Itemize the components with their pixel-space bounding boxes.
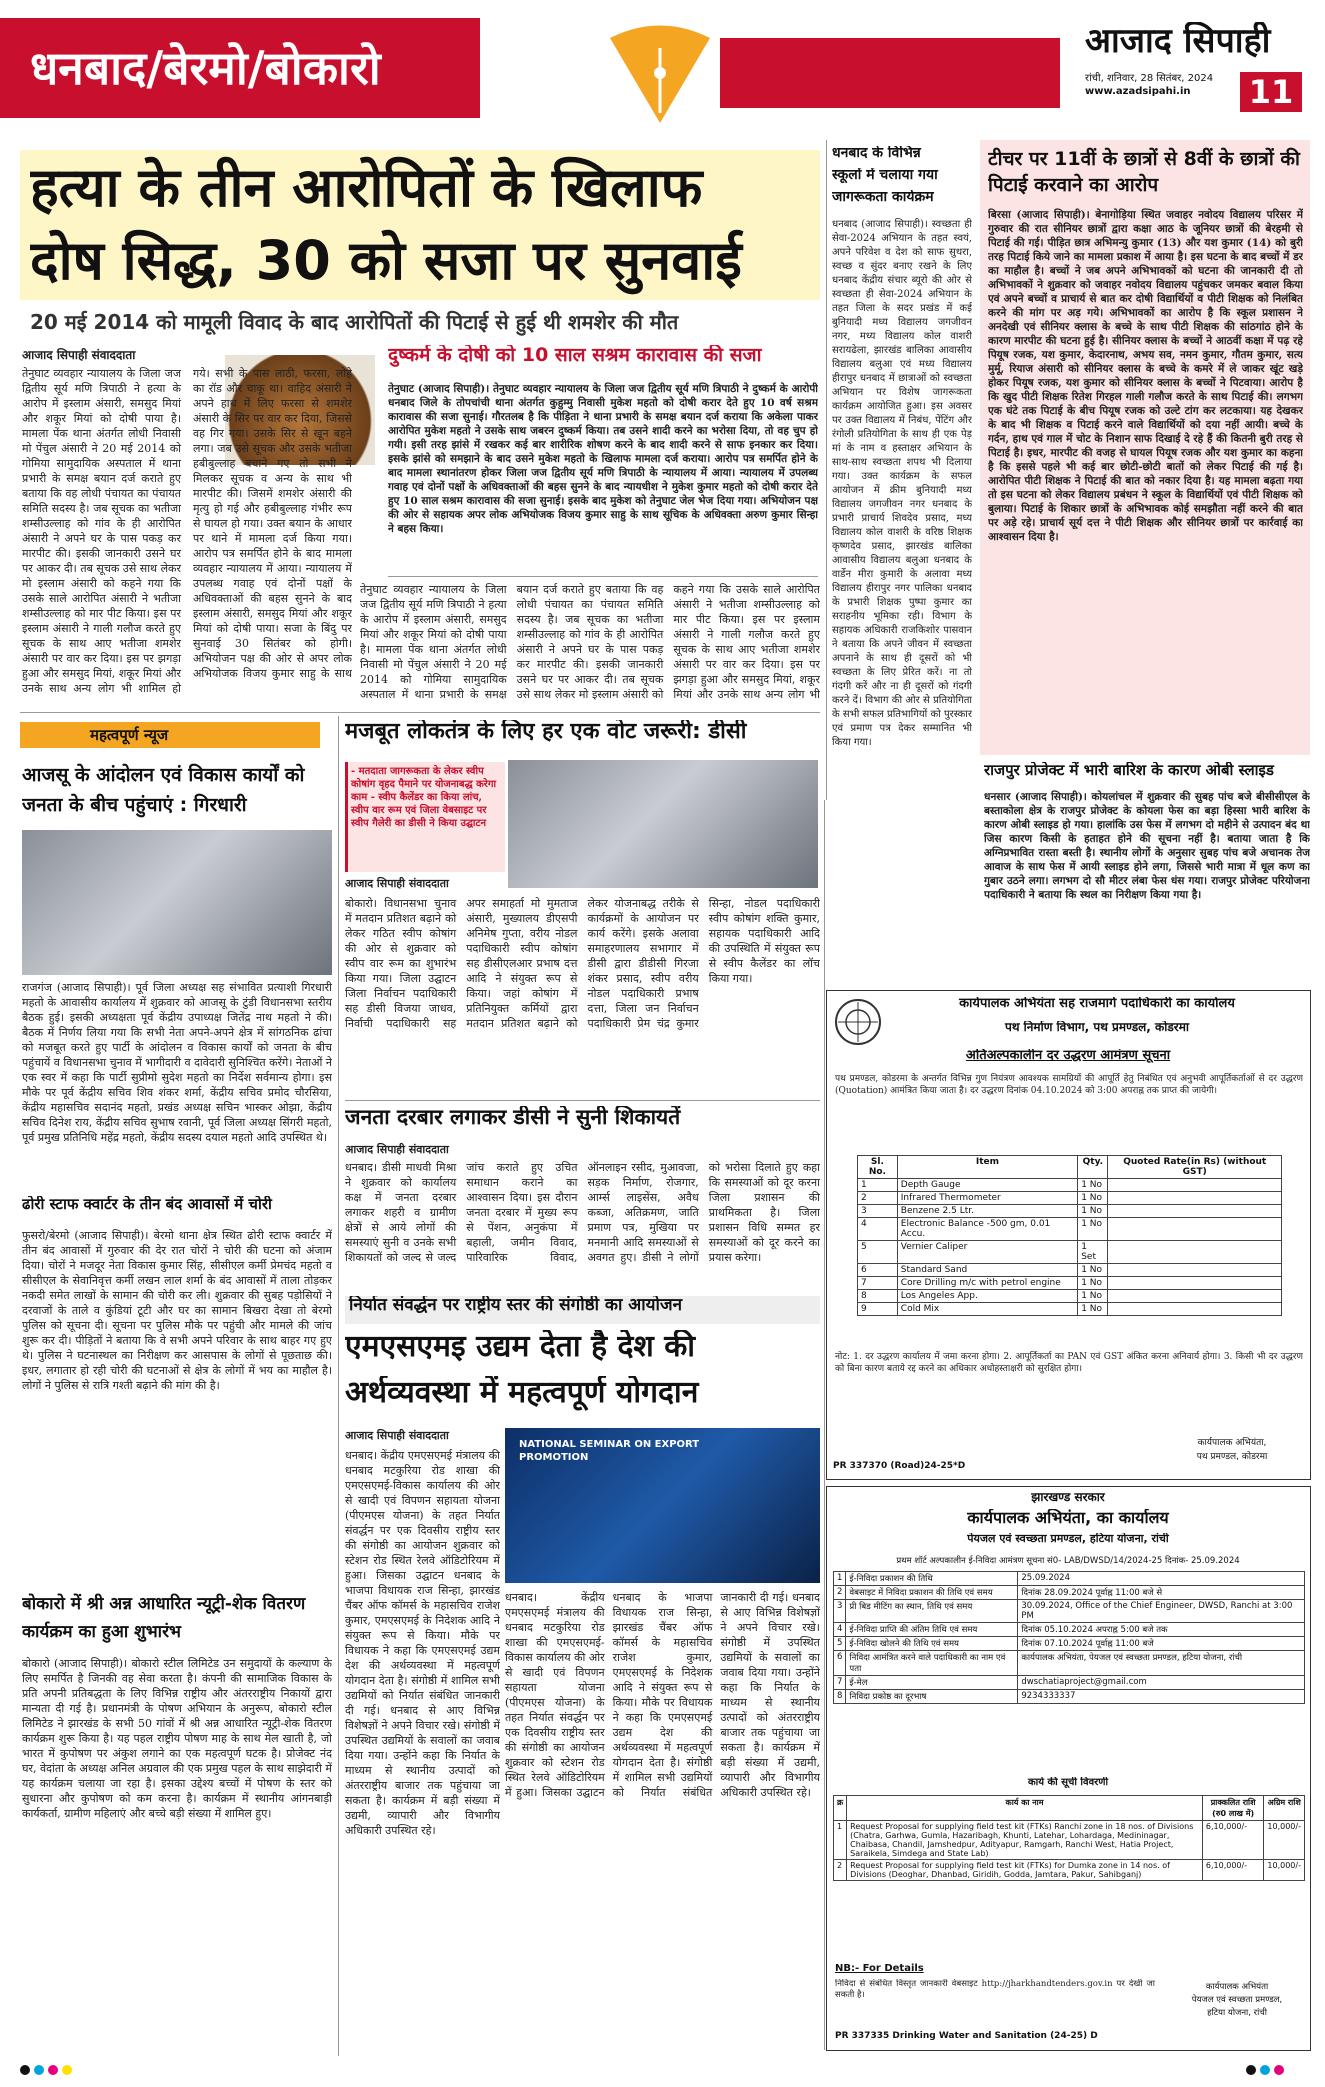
cell: ई-निविदा खोलने की तिथि एवं समय: [846, 1637, 1018, 1651]
cell: 6,10,000/-: [1202, 1860, 1264, 1881]
header-band: [720, 38, 1060, 108]
cell: 5: [834, 1637, 846, 1651]
cell: [1108, 1264, 1282, 1277]
cell: Electronic Balance -500 gm, 0.01 Accu.: [897, 1218, 1077, 1241]
cell: dwschatiaproject@gmail.com: [1018, 1676, 1305, 1690]
cell: ई-निविदा प्रकाशन की तिथि: [846, 1572, 1018, 1586]
cell: 9: [858, 1303, 898, 1316]
color-dot: [34, 2065, 44, 2075]
cell: 3: [834, 1600, 846, 1623]
janta-headline: जनता दरबार लगाकर डीसी ने सुनी शिकायतें: [345, 1106, 681, 1129]
janta-body: धनबाद। डीसी माधवी मिश्रा ने शुक्रवार को कार्यालय कक्ष में जनता दरबार लगाकर शहरी व ग्रामीण क्षेत्रों से आये लोगों की समस्याएं सुनी व उनके सभी शिकायतों को जल्द से जल्द जांच कराते हुए उचित समाधान कराने का आश्वासन दिया। इस दौरान जनता दरबार में मुख्य रूप से पेंशन, अनुकंपा में बहाली, जमीन विवाद, पारिवारिक विवाद, ऑनलाइन रसीद, मुआवजा, सड़क निर्माण, रोजगार, आर्म्स लाइसेंस, अवैध कब्जा, अतिक्रमण, जाति प्रमाण पत्र, मुखिया पर मनमानी आदि समस्याओं से अवगत हुए। डीसी ने लोगों को भरोसा दिलाते हुए कहा कि समस्याओं को दूर करना जिला प्रशासन की प्राथमिकता है। जिला प्रशासन विधि सम्मत हर समस्याओं को दूर करने का प्रयास करेगा।: [345, 1161, 820, 1264]
tender1-org-line2: पथ निर्माण विभाग, पथ प्रमण्डल, कोडरमा: [1005, 1021, 1189, 1034]
table-row: [858, 1264, 1282, 1277]
cell: Vernier Caliper: [897, 1241, 1077, 1264]
cell: ई-मेल: [846, 1676, 1018, 1690]
cell: 1: [834, 1572, 846, 1586]
column-divider-left: [338, 716, 339, 2056]
color-dot: [1274, 2065, 1284, 2075]
cell: [1108, 1192, 1282, 1205]
table-row: [834, 1676, 1305, 1690]
table-row: [858, 1192, 1282, 1205]
cell: 8: [834, 1690, 846, 1704]
cell: 25.09.2024: [1018, 1572, 1305, 1586]
cell: 9234333337: [1018, 1690, 1305, 1704]
table-row: [834, 1690, 1305, 1704]
cell: 7: [834, 1676, 846, 1690]
table-row: [858, 1290, 1282, 1303]
tender2-signatory-line3: हटिया योजना, रांची: [1207, 2008, 1267, 2018]
cell: Benzene 2.5 Ltr.: [897, 1205, 1077, 1218]
lead-body-continuation: तेनुघाट व्यवहार न्यायालय के जिला जज द्वितीय सूर्य मणि त्रिपाठी ने हत्या के आरोप में इस्लाम अंसारी, समसुद मियां और शकूर मियां को दोषी पाया है। मामला पेंक थाना अंतर्गत लोधी निवासी मो पेंचुल अंसारी ने 20 मई 2014 को गोमिया सामुदायिक अस्पताल में थाना प्रभारी के समक्ष बयान दर्ज कराते हुए बताया कि वह लोधी पंचायत का पंचायत समिति सदस्य है। जब सूचक का भतीजा शम्सीउल्लाह को गांव के ही आरोपित अंसारी ने अपने घर के पास पकड़ कर मारपीट की। इसकी जानकारी उसने घर पर आकर दी। तब सूचक उसे साथ लेकर मो इस्लाम अंसारी को कहने गया कि उसके साले आरोपित अंसारी ने भतीजा शम्सीउल्लाह को मार पीट किया। इस पर इस्लाम अंसारी ने गाली गलौज करते हुए सूचक के साथ आए भतीजा शमशेर अंसारी पर वार कर दिया। इस पर झगड़ा हुआ और समसुद मियां, शकूर मियां और उनके साथ अन्य लोग भी: [360, 583, 820, 701]
table-row: [858, 1241, 1282, 1264]
masthead: [0, 0, 1325, 145]
cell: 5: [858, 1241, 898, 1264]
cell: [1108, 1290, 1282, 1303]
cell: 2: [834, 1860, 847, 1881]
tender1-col-item: Item: [897, 1156, 1077, 1179]
table-row: [858, 1205, 1282, 1218]
cell: दिनांक 07.10.2024 पूर्वाह्न 11:00 बजे: [1018, 1637, 1305, 1651]
cleanliness-headline-line3: जागरूकता कार्यक्रम: [832, 190, 934, 205]
teacher-body: बिरसा (आजाद सिपाही)। बेनागोड़िया स्थित जवाहर नवोदय विद्यालय परिसर में गुरुवार की रात सीनियर छात्रों द्वारा कक्षा आठ के जूनियर छात्रों की बेरहमी से पिटाई की गई। पीड़ित छात्र अभिमन्यु कुमार (13) और यश कुमार (14) को बुरी तरह पिटाई किये जाने का मामला प्रकाश में आया है। इस घटना के बाद बच्चों में डर का माहौल है। बच्चों ने जब अपने अभिभावकों को घटना की जानकारी दी तो अभिभावकों ने शुक्रवार को जवाहर नवोदय विद्यालय पहुंचकर जमकर बवाल किया एवं अपने बच्चों व प्राचार्य से बात कर दोषी विद्यार्थियों व पीटी शिक्षक को निलंबित करने की मांग पर अड़ गये। अभिभावकों का आरोप है कि स्कूल प्रशासन ने अनदेखी एवं सीनियर क्लास के बच्चे के साथ पीटी शिक्षक की सांठगांठ होने के कारण मारपीट की घटना हुई है। सीनियर क्लास के बच्चों ने आठवीं कक्षा में पढ़ रहे पियूष रजक, यश कुमार, केदारनाथ, अभय सव, नमन कुमार, गौतम कुमार, सत्य मुर्मू, रियाज अंसारी को सीनियर क्लास के बच्चे के कमरे में ले जाकर खूंट खड़े होकर पियूष रजक, यश कुमार को सीनियर क्लास के बच्चों ने पिटवाया। आरोप है कि खुद पीटी शिक्षक रितेश गिरहल गाली गलौज करते के साथ पिटाई की। लगभग एक घंटे तक पिटाई के बीच पियूष रजक को उल्टे टांग कर लटकाया। यह देखकर के बाद भी शिक्षक व पिटाई करने वाले विद्यार्थियों को दया नहीं आयी। बच्चे के गर्दन, हाथ एवं गाल में चोट के निशान साफ दिखाई दे रहे हैं की कितनी बुरी तरह से पिटाई है। इधर, मारपीट की वजह से घायल पियूष रजक और यश कुमार का कहना है कि इससे पहले भी कई बार छोटी-छोटी बातों को लेकर पिटाई की गई है। आरोपित पीटी शिक्षक ने पिटाई की बात को नकार दिया है। यह मामला बढ़ता गया तो इस घटना को लेकर विद्यालय प्रबंधन ने स्कूल के विद्यार्थियों एवं पीटी शिक्षक को बुलाया। पिटाई के शिकार छात्रों के अभिभावक कोई समझौता नहीं करने की बात पर अड़े रहे। प्राचार्य सूर्य दत्त ने पीटी शिक्षक और सीनियर छात्रों पर कार्रवाई का आश्वासन दिया है।: [988, 209, 1303, 543]
cell: 1 No: [1078, 1290, 1108, 1303]
table-row: [858, 1179, 1282, 1192]
vote-callout: [345, 762, 505, 872]
table-row: [834, 1623, 1305, 1637]
table-row: [858, 1303, 1282, 1316]
cell: 6,10,000/-: [1202, 1821, 1264, 1860]
tender2-nb-title: NB:- For Details: [835, 1963, 924, 1974]
cell: कार्यपालक अभियंता, पेयजल एवं स्वच्छता प्रमण्डल, हटिया योजना, रांची: [1018, 1651, 1305, 1676]
tender2-work-title: कार्य की सूची विवरणी: [1027, 1777, 1109, 1788]
tender1-notes: नोट: 1. दर उद्धरण कार्यालय में जमा करना होगा। 2. आपूर्तिकर्ता का PAN एवं GST अंकित करना अनिवार्य होगा। 3. किसी भी दर उद्धरण को बिना कारण बताये रद्द करने का अधिकार अधोहस्ताक्षरी को सुरक्षित होगा।: [835, 1352, 1303, 1374]
cell: [1108, 1205, 1282, 1218]
table-row: [834, 1637, 1305, 1651]
rape-body: तेनुघाट (आजाद सिपाही)। तेनुघाट व्यवहार न्यायालय के जिला जज द्वितीय सूर्य मणि त्रिपाठी ने दुष्कर्म के आरोपी धनबाद जिले के तोपचांची थाना अंतर्गत कुहुम्मु निवासी मुकेश महतो को दोषी करार देते हुए 10 वर्ष सश्रम कारावास की सजा सुनाई। गौरतलब है कि पीड़िता ने थाना प्रभारी के समक्ष बयान दर्ज कराया कि अकेला पाकर आरोपित मुकेश महतो ने उसके साथ जबरन दुष्कर्म किया। तब उसने शादी करने का भरोसा दिया, तो वह चुप हो गयी। इसी तरह झांसे में रखकर कई बार शारीरिक शोषण करने के बाद शादी करने से साफ इनकार कर दिया। इसके झांसे को समझाने के बाद उसने मुकेश महतो के खिलाफ मामला दर्ज कराया। आरोप पत्र समर्पित होने के बाद मामला स्थानांतरण होकर जिला जज द्वितीय सूर्य मणि त्रिपाठी के न्यायालय में आया। न्यायालय में उपलब्ध गवाह एवं दोनों पक्षों के अधिवक्ताओं की बहस सुनने के बाद न्यायधीश ने मुकेश कुमार महतो को दोषी करार देते हुए 10 साल सश्रम कारावास की सजा सुनाई। इसके बाद मुकेश को तेनुघाट जेल भेज दिया गया। अभियोजन पक्ष की ओर से सहायक अपर लोक अभियोजक विजय कुमार साहु के साथ सूचिक के अधिवक्ता अरुण कुमार सिन्हा ने बहस किया।: [388, 383, 818, 535]
lead-headline-line2: दोष सिद्ध, 30 को सजा पर सुनवाई: [30, 229, 742, 292]
lead-byline: आजाद सिपाही संवाददाता: [22, 348, 136, 362]
tender2-govt: झारखण्ड सरकार: [1031, 1491, 1105, 1504]
tender1-table: [857, 1155, 1282, 1316]
ajsu-body: राजगंज (आजाद सिपाही)। पूर्व जिला अध्यक्ष सह संभावित प्रत्याशी गिरधारी महतो के आवासीय कार्यालय में शुक्रवार को आजसू के टुंडी विधानसभा स्तरीय बैठक हुई। इसकी अध्यक्षता पूर्व केंद्रीय उपाध्यक्ष जितेंद्र नाथ महतो ने की। बैठक में निर्णय लिया गया कि सभी नेता अपने-अपने क्षेत्र में सांगठनिक ढांचा को मजबूत करते हुए पार्टी के आंदोलन व विकास कार्यों को जनता के बीच पहुंचायें व विधानसभा चुनाव में भागीदारी व दावेदारी सुनिश्चित करेंगे। नेताओं ने एक स्वर में कहा कि पार्टी सुप्रीमो सुदेश महतो का निर्देश सर्वमान्य होगा। इस मौके पर पूर्व केंद्रीय सचिव शिव शंकर शर्मा, केंद्रीय सचिव प्रमोद चौरसिया, केंद्रीय महासचिव सदानंद महतो, प्रखंड अध्यक्ष सचिन भास्कर ओझा, केंद्रीय सचिव दिनेश राय, केंद्रीय सचिव सुभाष रवानी, पूर्व जिला अध्यक्ष सिंगरी महतो, पूर्व प्रमुख प्रतिनिधि महेंद्र महतो, केंद्रीय सदस्य दयाल महतो आदि उपस्थित थे।: [22, 981, 332, 1144]
tender1-pr-number: PR 337370 (Road)24-25*D: [833, 1461, 966, 1471]
tender1-col-rate: Quoted Rate(in Rs) (without GST): [1108, 1156, 1282, 1179]
cell: 1 No: [1078, 1218, 1108, 1241]
cell: 1 No: [1078, 1205, 1108, 1218]
cell: 10,000/-: [1264, 1821, 1305, 1860]
tender2-works-header: [834, 1796, 1305, 1821]
seminar-body-continuation: धनबाद। केंद्रीय एमएसएमई मंत्रालय की धनबाद मटकुरिया रोड शाखा की एमएसएमई-विकास कार्यालय की ओर से खादी एवं विपणन सहायता योजना (पीएमएस योजना) के तहत निर्यात संवर्द्धन पर एक दिवसीय राष्ट्रीय स्तर की संगोष्ठी का आयोजन शुक्रवार को स्टेशन रोड स्थित रेलवे ऑडिटोरियम में हुआ। जिसका उद्घाटन धनबाद के भाजपा विधायक राज सिन्हा, झारखंड चैंबर ऑफ कॉमर्स के महासचिव राजेश कुमार, एमएसएमई के निदेशक आदि ने संयुक्त रूप से किया। मौके पर विधायक ने कहा कि एमएसएमई उद्यम देश की अर्थव्यवस्था में महत्वपूर्ण योगदान देता है। संगोष्ठी में शामिल सभी उद्यमियों को निर्यात संबंधित जानकारी दी गई। धनबाद से आए विभिन्न विशेषज्ञों ने अपने विचार रखे। संगोष्ठी में उपस्थित उद्यमियों के सवालों का जवाब दिया गया। उन्होंने कहा कि निर्यात के माध्यम से स्थानीय उत्पादों को अंतरराष्ट्रीय बाजार तक पहुंचाया जा सकता है। कार्यक्रम में बड़ी संख्या में उद्यमी, व्यापारी और विभागीय अधिकारी उपस्थित रहे।: [505, 1591, 820, 1799]
cell: 4: [858, 1218, 898, 1241]
tender1-table-header: [858, 1156, 1282, 1179]
theft-body: फुसरो/बेरमो (आजाद सिपाही)। बेरमो थाना क्षेत्र स्थित ढोरी स्टाफ क्वार्टर में तीन बंद आवासों में गुरुवार की देर रात चोरों ने चोरी की घटना को अंजाम दिया। चोरों ने मजदूर नेता विकास कुमार सिंह, सीसीएल कर्मी प्रेमचंद महतो व सीसीएल के सेवानिवृत्त कर्मी लखन लाल शर्मा के बंद आवासों में ताला तोड़कर नकदी समेत लाखों के सामान की चोरी कर ली। शुक्रवार की सुबह पड़ोसियों ने दरवाजों के ताले व कुंडियां टूटी और घर का सामान बिखरा देखा तो बेरमो पुलिस को सूचना दी। सूचना पर पुलिस मौके पर पहुंची और मामले की जांच शुरू कर दी। पीड़ितों ने बताया कि वे सभी अपने परिवार के साथ बाहर गए हुए थे। पुलिस ने घटनास्थल का निरीक्षण कर आसपास के लोगों से पूछताछ की। इधर, लगातार हो रही चोरी की घटनाओं से क्षेत्र के लोगों में भय का माहौल है। लोगों ने पुलिस से रात्रि गश्ती बढ़ाने की मांग की है।: [22, 1229, 332, 1392]
millet-body: बोकारो (आजाद सिपाही)। बोकारो स्टील लिमिटेड उन समुदायों के कल्याण के लिए समर्पित है जिनकी वह सेवा करता है। कंपनी की सामाजिक विकास के प्रति अपनी प्रतिबद्धता के लिए विभिन्न राष्ट्रीय और अंतरराष्ट्रीय निकायों द्वारा मान्यता दी गई है। प्रधानमंत्री के पोषण अभियान के अनुरूप, बोकारो स्टील लिमिटेड ने झारखंड के सभी 50 गांवों में श्री अन्न आधारित न्यूट्री-शेक वितरण कार्यक्रम शुरू किया है। यह पहल राष्ट्रीय पोषण माह के साथ मेल खाती है, जो भारत में कुपोषण पर अंकुश लगाने का एक महत्वपूर्ण घटक है। प्रोजेक्ट नंद घर, वेदांता के अध्यक्ष अनिल अग्रवाल की एक प्रमुख पहल के साथ साझेदारी में यह कार्यक्रम चलाया जा रहा है। इसका उद्देश्य बच्चों में पोषण के स्तर को सुधारना और कुपोषण को कम करना है। कार्यक्रम में स्थानीय आंगनबाड़ी कार्यकर्ता, ग्रामीण महिलाएं और बच्चे बड़ी संख्या में शामिल हुए।: [22, 1657, 332, 1820]
tender2-works-wrap: [833, 1795, 1305, 1960]
cell: Standard Sand: [897, 1264, 1077, 1277]
tender2-table-wrap: [833, 1571, 1305, 1771]
emblem-icon: [833, 997, 883, 1047]
color-dot: [20, 2065, 30, 2075]
tender1-org-line1: कार्यपालक अभियंता सह राजमार्ग पदाधिकारी का कार्यालय: [959, 997, 1235, 1011]
tender2-info-table: [833, 1571, 1305, 1704]
rape-story-rule: [388, 576, 818, 577]
tender1-intro: पथ प्रमण्डल, कोडरमा के अन्तर्गत विभिन्न गुण नियंत्रण आवश्यक सामग्रियों की आपूर्ति हेतु निबंधित एवं अनुभवी आपूर्तिकर्ताओं से दर उद्धरण (Quotation) आमंत्रित किया जाता है। दर उद्धरण दिनांक 04.10.2024 को 3:00 अपराह्न तक प्राप्त की जायेगी।: [835, 1074, 1303, 1096]
lead-body: तेनुघाट व्यवहार न्यायालय के जिला जज द्वितीय सूर्य मणि त्रिपाठी ने हत्या के आरोप में इस्लाम अंसारी, समसुद मियां और शकूर मियां को दोषी पाया है। मामला पेंक थाना अंतर्गत लोधी निवासी मो पेंचुल अंसारी ने 20 मई 2014 को गोमिया सामुदायिक अस्पताल में थाना प्रभारी के समक्ष बयान दर्ज कराते हुए बताया कि वह लोधी पंचायत का पंचायत समिति सदस्य है। जब सूचक का भतीजा शम्सीउल्लाह को गांव के ही आरोपित अंसारी ने अपने घर के पास पकड़ कर मारपीट की। इसकी जानकारी उसने घर पर आकर दी। तब सूचक उसे साथ लेकर मो इस्लाम अंसारी को कहने गया कि उसके साले आरोपित अंसारी ने भतीजा शम्सीउल्लाह को मार पीट किया। इस पर इस्लाम अंसारी ने गाली गलौज करते हुए सूचक के साथ आए भतीजा शमशेर अंसारी पर वार कर दिया। इस पर झगड़ा हुआ और समसुद मियां, शकूर मियां और उनके साथ अन्य लोग भी शामिल हो गये। सभी के पास लाठी, फरसा, लोहे का रॉड और चाकू था। वाहिद अंसारी ने अपने हाथ में लिए फरसा से शमशेर अंसारी के सिर पर वार कर दिया, जिससे वह गिर गया। उसके सिर से खून बहने लगा। जब उसे सूचक और उसके भतीजा हबीबुल्लाह बचाने गए तो सभी ने मिलकर सूचक व अन्य के साथ भी मारपीट की। जिसमें शमशेर अंसारी की मृत्यु हो गई और हबीबुल्लाह गंभीर रूप से घायल हो गया। उक्त बयान के आधार पर थाने में मामला दर्ज किया गया। आरोप पत्र समर्पित होने के बाद मामला व्यवहार न्यायालय में आया। न्यायालय में उपलब्ध गवाह एवं दोनों पक्षों के अधिवक्ताओं की बहस सुनने के बाद इस्लाम अंसारी, समसुद मियां और शकूर मियां को दोषी पाया। सजा के बिंदु पर सुनवाई 30 सितंबर को होगी। अभियोजन पक्ष की ओर से अपर लोक अभियोजक विजय कुमार साहु के साथ: [22, 367, 352, 695]
seminar-byline: आजाद सिपाही संवाददाता: [345, 1429, 449, 1442]
cell: [1108, 1303, 1282, 1316]
cell: 2: [834, 1586, 846, 1600]
tender1-col-sl: Sl. No.: [858, 1156, 898, 1179]
works-col-sl: क्र: [834, 1796, 847, 1821]
tender2-works-table: [833, 1795, 1305, 1881]
vote-byline: आजाद सिपाही संवाददाता: [345, 877, 449, 890]
cell: 1 No: [1078, 1179, 1108, 1192]
section-title: धनबाद/बेरमो/बोकारो: [30, 41, 381, 95]
tender1-signatory-line1: कार्यपालक अभियंता,: [1197, 1438, 1267, 1448]
seminar-body-col1: धनबाद। केंद्रीय एमएसएमई मंत्रालय की धनबाद मटकुरिया रोड शाखा की एमएसएमई-विकास कार्यालय की ओर से खादी एवं विपणन सहायता योजना (पीएमएस योजना) के तहत निर्यात संवर्द्धन पर एक दिवसीय राष्ट्रीय स्तर की संगोष्ठी का आयोजन शुक्रवार को स्टेशन रोड स्थित रेलवे ऑडिटोरियम में हुआ। जिसका उद्घाटन धनबाद के भाजपा विधायक राज सिन्हा, झारखंड चैंबर ऑफ कॉमर्स के महासचिव राजेश कुमार, एमएसएमई के निदेशक आदि ने संयुक्त रूप से किया। मौके पर विधायक ने कहा कि एमएसएमई उद्यम देश की अर्थव्यवस्था में महत्वपूर्ण योगदान देता है। संगोष्ठी में शामिल सभी उद्यमियों को निर्यात संबंधित जानकारी दी गई। धनबाद से आए विभिन्न विशेषज्ञों ने अपने विचार रखे। संगोष्ठी में उपस्थित उद्यमियों के सवालों का जवाब दिया गया। उन्होंने कहा कि निर्यात के माध्यम से स्थानीय उत्पादों को अंतरराष्ट्रीय बाजार तक पहुंचाया जा सकता है। कार्यक्रम में बड़ी संख्या में उद्यमी, व्यापारी और विभागीय अधिकारी उपस्थित रहे।: [345, 1449, 500, 1837]
cell: [1108, 1277, 1282, 1290]
vote-callout-text: - मतदाता जागरूकता के लेकर स्वीप कोषांग वृहद पैमाने पर योजनाबद्ध करेगा काम - स्वीप कैलेंडर का किया लांच, स्वीप वार रूम एवं जिला वेबसाइट पर स्वीप गैलेरी का डीसी ने किया उद्घाटन: [351, 766, 497, 829]
tender-hatia: [826, 1486, 1311, 2051]
tender1-col-qty: Qty.: [1078, 1156, 1108, 1179]
cell: Infrared Thermometer: [897, 1192, 1077, 1205]
rape-headline: दुष्कर्म के दोषी को 10 साल सश्रम कारावास की सजा: [388, 345, 762, 366]
table-row: [834, 1586, 1305, 1600]
seminar-big-line1: एमएसएमइ उद्यम देता है देश की: [345, 1330, 696, 1364]
lead-headline-line1: हत्या के तीन आरोपितों के खिलाफ: [30, 156, 703, 219]
cell: प्री बिड मीटिंग का स्थान, तिथि एवं समय: [846, 1600, 1018, 1623]
cell: 4: [834, 1623, 846, 1637]
cleanliness-headline-line1: धनबाद के विभिन्न: [832, 146, 921, 161]
teacher-headline: टीचर पर 11वीं के छात्रों से 8वीं के छात्रों की पिटाई करवाने का आरोप: [988, 148, 1300, 196]
cell: [1108, 1218, 1282, 1241]
table-row: [834, 1572, 1305, 1586]
rain-headline: राजपुर प्रोजेक्ट में भारी बारिश के कारण ओबी स्लाइड: [984, 762, 1274, 779]
tender1-notice-title: अतिअल्पकालीन दर उद्धरण आमंत्रण सूचना: [965, 1049, 1171, 1063]
important-news-label: महत्वपूर्ण न्यूज: [20, 722, 320, 748]
tender1-signatory-line2: पथ प्रमण्डल, कोडरमा: [1196, 1452, 1268, 1462]
cell: 7: [858, 1277, 898, 1290]
table-row: [858, 1277, 1282, 1290]
lead-subhead: 20 मई 2014 को मामूली विवाद के बाद आरोपितों की पिटाई से हुई थी शमशेर की मौत: [30, 310, 679, 334]
cell: Core Drilling m/c with petrol engine: [897, 1277, 1077, 1290]
works-col-name: कार्य का नाम: [847, 1796, 1203, 1821]
table-row: [858, 1218, 1282, 1241]
cell: 1 No: [1078, 1264, 1108, 1277]
cell: 1: [834, 1821, 847, 1860]
cell: 1: [858, 1179, 898, 1192]
seminar-photo-caption: NATIONAL SEMINAR ON EXPORT PROMOTION: [519, 1439, 700, 1463]
website: www.azadsipahi.in: [1085, 86, 1191, 97]
cell: 10,000/-: [1264, 1860, 1305, 1881]
cell: 30.09.2024, Office of the Chief Engineer, DWSD, Ranchi at 3:00 PM: [1018, 1600, 1305, 1623]
works-col-deposit: अग्रिम राशि: [1264, 1796, 1305, 1821]
cell: 1 No: [1078, 1277, 1108, 1290]
tender2-org-line1: कार्यपालक अभियंता, का कार्यालय: [967, 1509, 1169, 1527]
seminar-photo: [505, 1428, 820, 1583]
vote-ribbon-photo: [508, 760, 818, 888]
tender2-pr-number: PR 337335 Drinking Water and Sanitation (24-25) D: [835, 2031, 1098, 2041]
cell: 8: [858, 1290, 898, 1303]
cell: 1 No: [1078, 1303, 1108, 1316]
page-number: 11: [1240, 72, 1302, 112]
cleanliness-body: धनबाद (आजाद सिपाही)। स्वच्छता ही सेवा-2024 अभियान के तहत स्वयं, अपने परिवेश व देश को साफ सुथरा, स्वच्छ व सुंदर बनाए रखने के लिए धनबाद केंद्रीय संचार ब्यूरो की ओर से स्वच्छता ही सेवा-2024 अभियान के तहत जिला के सदर प्रखंड में कई बुनियादी मध्य विद्यालय जगजीवन नगर, मध्य विद्यालय कोल वाशरी सरायढेला, झारखंड बालिका आवासीय विद्यालय बलुआ एवं मध्य विद्यालय हीरापुर धनबाद में छात्राओं को स्वच्छता अभियान पर विशेष जागरूकता कार्यक्रम आयोजित हुआ। इस अवसर पर उक्त विद्यालय में निबंध, पेंटिंग और रंगोली प्रतियोगिता के साथ ही एक पेड़ मां के नाम व हस्ताक्षर अभियान के साथ-साथ स्वच्छता शपथ भी दिलाया गया। उक्त कार्यक्रम के सफल आयोजन में क्रीम बुनियादी मध्य विद्यालय जगजीवन नगर धनबाद के प्रभारी प्राचार्य शिवदेव प्रसाद, मध्य विद्यालय कोल वाशरी के वरिष्ठ शिक्षक कृष्णदेव प्रसाद, झारखंड बालिका आवासीय विद्यालय बलुआ धनबाद के वार्डेन मीरा कुमारी के अलावा मध्य विद्यालय हीरापुर नगर पालिका धनबाद के प्रभारी शिक्षक पुष्पा कुमार का सराहनीय भूमिका रही। विभाग के सहायक अधिकारी राजकिशोर पासवान ने बताया कि अपने जीवन में स्वच्छता अपनाने के साथ ही दूसरों को भी स्वच्छता के लिए प्रेरित करें। ना तो गंदगी करें और ना ही दूसरों को गंदगी करने दें। विभाग की ओर से प्रतियोगिता के सभी सफल प्रतिभागियों को पुरस्कार एवं प्रमाण पत्र देकर सम्मानित भी किया गया।: [832, 219, 972, 748]
table-row: [834, 1651, 1305, 1676]
cell: 1 Set: [1078, 1241, 1108, 1264]
color-dot: [62, 2065, 72, 2075]
column-divider-right: [824, 800, 825, 2050]
ajsu-meeting-photo: [22, 830, 332, 975]
janta-rule: [345, 1100, 820, 1101]
cell: [1108, 1179, 1282, 1192]
tender-kodarma: [826, 990, 1311, 1480]
table-row: [834, 1600, 1305, 1623]
footer-dots: [20, 2060, 1310, 2076]
date-line: रांची, शनिवार, 28 सितंबर, 2024: [1085, 73, 1214, 84]
ajsu-headline: आजसू के आंदोलन एवं विकास कार्यों को जनता के बीच पहुंचाएं : गिरधारी: [22, 764, 305, 816]
tender2-signatory-line2: पेयजल एवं स्वच्छता प्रमण्डल,: [1191, 1995, 1283, 2005]
cell: Depth Gauge: [897, 1179, 1077, 1192]
cell: निविदा आमंत्रित करने वाले पदाधिकारी का नाम एवं पता: [846, 1651, 1018, 1676]
cleanliness-headline-line2: स्कूलों में चलाया गया: [832, 168, 938, 183]
theft-headline: ढोरी स्टाफ क्वार्टर के तीन बंद आवासों में चोरी: [22, 1196, 272, 1213]
millet-headline: बोकारो में श्री अन्न आधारित न्यूट्री-शेक वितरण कार्यक्रम का हुआ शुभारंभ: [22, 1594, 306, 1642]
cell: निविदा प्रकोष्ठ का दूरभाष: [846, 1690, 1018, 1704]
cell: [1108, 1241, 1282, 1264]
tender2-signatory-line1: कार्यपालक अभियंता: [1205, 1982, 1269, 1992]
cell: Request Proposal for supplying field test kit (FTKs) for Dumka zone in 14 nos. of Divisions (Deoghar, Dhanbad, Giridih, Godda, Jamtara, Pakur, Sahibganj): [847, 1860, 1203, 1881]
cell: ई-निविदा प्राप्ति की अंतिम तिथि एवं समय: [846, 1623, 1018, 1637]
table-row: [834, 1821, 1305, 1860]
works-col-amount: प्राक्कलित राशि (रु0 लाख में): [1202, 1796, 1264, 1821]
cell: 1 No: [1078, 1192, 1108, 1205]
cell: Request Proposal for supplying field test kit (FTKs) Ranchi zone in 18 nos. of Divisions (Chatra, Garhwa, Gumla, Hazaribagh, Khunti, Latehar, Lohardaga, Medininagar, Chaibasa, Chandil, Jamshedpur, Adityapur, Ramgarh, Ranchi West, Hatia Project, Saraikela, Simdega and State Lab): [847, 1821, 1203, 1860]
tender1-table-wrap: [857, 1155, 1282, 1345]
seminar-big-line2: अर्थव्यवस्था में महत्वपूर्ण योगदान: [345, 1376, 699, 1410]
pen-nib-logo: [600, 18, 720, 128]
color-dot: [1260, 2065, 1270, 2075]
cell: 3: [858, 1205, 898, 1218]
seminar-headline: निर्यात संवर्द्धन पर राष्ट्रीय स्तर की संगोष्ठी का आयोजन: [345, 1296, 820, 1324]
cell: दिनांक 28.09.2024 पूर्वाह्न 11:00 बजे से: [1018, 1586, 1305, 1600]
vote-body: बोकारो। विधानसभा चुनाव में मतदान प्रतिशत बढ़ाने को लेकर गठित स्वीप कोषांग की ओर से शुक्रवार को स्वीप वार रूम का शुभारंभ किया गया। जिला उद्घाटन जिला निर्वाचन पदाधिकारी सह डीसी विजया जाधव, निर्वाची पदाधिकारी सह अपर समाहर्ता मो मुमताज अंसारी, मुख्यालय डीएसपी अनिमेष गुप्ता, वरीय नोडल पदाधिकारी स्वीप कोषांग सह डीसीएलआर प्रभाष दत्त आदि ने संयुक्त रूप से किया। जहां कोषांग में प्रतिनियुक्त कर्मियों द्वारा मतदान प्रतिशत बढ़ाने को लेकर योजनाबद्ध तरीके से कार्यक्रमों के आयोजन पर कार्य करेंगे। इसके अलावा समाहरणालय सभागार में डीसी द्वारा डीडीसी गिरजा शंकर प्रसाद, स्वीप वरीय नोडल पदाधिकारी प्रभाष दत्ता, जिला जन निर्वाचन पदाधिकारी प्रेम चंद्र कुमार सिन्हा, नोडल पदाधिकारी स्वीप कोषांग शक्ति कुमार, सहायक पदाधिकारी आदि की उपस्थिति में संयुक्त रूप से स्वीप कैलेंडर का लॉच किया गया।: [345, 897, 820, 1030]
cell: 2: [858, 1192, 898, 1205]
janta-byline: आजाद सिपाही संवाददाता: [345, 1143, 449, 1156]
cell: दिनांक 05.10.2024 अपराह्न 5:00 बजे तक: [1018, 1623, 1305, 1637]
rain-body: धनसार (आजाद सिपाही)। कोयलांचल में शुक्रवार की सुबह पांच बजे बीसीसीएल के बस्ताकोला क्षेत्र के राजपुर प्रोजेक्ट के कोयला फेस का बड़ा हिस्सा भारी बारिश के कारण ओबी स्लाइड हो गया। हालांकि उस फेस में लगभग दो महीने से उत्पादन बंद था जिस कारण किसी के हताहत होने की सूचना नहीं है। बताया जाता है कि अग्निप्रभावित रास्ता बस्ती है। स्थानीय लोगों के अनुसार सुबह पांच बजे अचानक तेज आवाज के साथ फेस में आयी स्लाइड होने लगा, जिससे भारी मात्रा में धूल कण का गुबार उठने लगा। लगभग दो सौ मीटर लंबा फेस धंस गया। राजपुर प्रोजेक्ट परियोजना पदाधिकारी ने बताया कि स्थल का निरीक्षण किया गया है।: [984, 791, 1310, 901]
vote-headline: मजबूत लोकतंत्र के लिए हर एक वोट जरूरी: डीसी: [345, 720, 747, 744]
table-row: [834, 1860, 1305, 1881]
tender2-nb-text: निविदा से संबंधित विस्तृत जानकारी वेबसाइट http://jharkhandtenders.gov.in पर देखी जा सकती है।: [835, 1979, 1155, 2000]
cell: Cold Mix: [897, 1303, 1077, 1316]
cell: वेबसाइट में निविदा प्रकाशन की तिथि एवं समय: [846, 1586, 1018, 1600]
color-dot: [48, 2065, 58, 2075]
tender2-org-line2: पेयजल एवं स्वच्छता प्रमण्डल, हटिया योजना, रांची: [967, 1533, 1169, 1545]
cell: Los Angeles App.: [897, 1290, 1077, 1303]
paper-name: आजाद सिपाही: [1085, 22, 1271, 61]
cell: 6: [858, 1264, 898, 1277]
seminar-body-cols: [505, 1590, 820, 2050]
tender2-ref-line: प्रथम शॉर्ट अल्पकालीन ई-निविदा आमंत्रण सूचना सं0- LAB/DWSD/14/2024-25 दिनांक- 25.09.2024: [896, 1556, 1240, 1566]
color-dot: [1246, 2065, 1256, 2075]
lead-body-cont: [360, 582, 820, 707]
cell: 6: [834, 1651, 846, 1676]
left-column-rule: [20, 712, 820, 713]
